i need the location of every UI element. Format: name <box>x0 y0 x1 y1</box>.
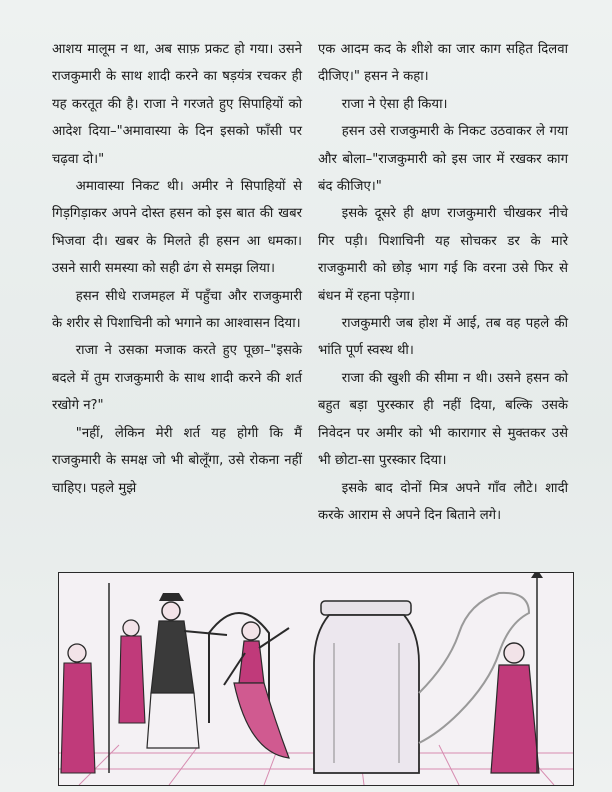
left-text-column <box>52 36 302 502</box>
paragraph: एक आदम कद के शीशे का जार काग सहित दिलवा दीजिए।" हसन ने कहा। <box>318 42 568 85</box>
right-guard-figure <box>491 573 543 773</box>
story-illustration <box>58 572 574 786</box>
illustration-drawing <box>59 573 573 785</box>
guard-figure <box>109 583 145 773</box>
paragraph: इसके दूसरे ही क्षण राजकुमारी चीखकर नीचे गिर पड़ी। पिशाचिनी यह सोचकर डर के मारे राजकुमारी को छोड़ भाग गई कि वरना उसे फिर से बंधन में रहना पड़ेगा। <box>318 206 568 304</box>
princess-figure <box>224 622 289 758</box>
paragraph: आशय मालूम न था, अब साफ़ प्रकट हो गया। उसने राजकुमारी के साथ शादी करने का षड़यंत्र रचकर ही यह करतूत की है। राजा ने गरजते हुए सिपाहियों को आदेश दिया–"अमावास्या के दिन इसको फाँसी पर चढ़वा दो।" <box>52 42 302 167</box>
paragraph: इसके बाद दोनों मित्र अपने गाँव लौटे। शादी करके आराम से अपने दिन बिताने लगे। <box>318 480 568 523</box>
paragraph: राजा ने उसका मजाक करते हुए पूछा–"इसके बदले में तुम राजकुमारी के साथ शादी करने की शर्त रखोगे न?" <box>52 343 302 414</box>
king-figure <box>61 644 95 773</box>
paragraph: हसन सीधे राजमहल में पहुँचा और राजकुमारी के शरीर से पिशाचिनी को भगाने का आश्वासन दिया। <box>52 288 302 332</box>
right-text-column <box>318 36 568 529</box>
paragraph: राजा ने ऐसा ही किया। <box>341 96 448 112</box>
paragraph: "नहीं, लेकिन मेरी शर्त यह होगी कि मैं राजकुमारी के समक्ष जो भी बोलूँगा, उसे रोकना नहीं चाहिए। पहले मुझे <box>52 425 302 496</box>
hasan-figure <box>147 593 227 748</box>
paragraph: राजा की खुशी की सीमा न थी। उसने हसन को बहुत बड़ा पुरस्कार ही नहीं दिया, बल्कि उसके निवेदन पर अमीर को भी कारागार से मुक्तकर उसे भी छोटा-सा पुरस्कार दिया। <box>318 370 568 469</box>
glass-jar <box>314 601 419 773</box>
paragraph: राजकुमारी जब होश में आई, तब वह पहले की भांति पूर्ण स्वस्थ थी। <box>318 316 568 359</box>
paragraph: अमावास्या निकट थी। अमीर ने सिपाहियों से गिड़गिड़ाकर अपने दोस्त हसन को इस बात की खबर भिजवा दी। खबर के मिलते ही हसन आ धमका। उसने सारी समस्या को सही ढंग से समझ लिया। <box>52 179 302 277</box>
paragraph: हसन उसे राजकुमारी के निकट उठवाकर ले गया और बोला–"राजकुमारी को इस जार में रखकर काग बंद कीजिए।" <box>318 124 568 195</box>
